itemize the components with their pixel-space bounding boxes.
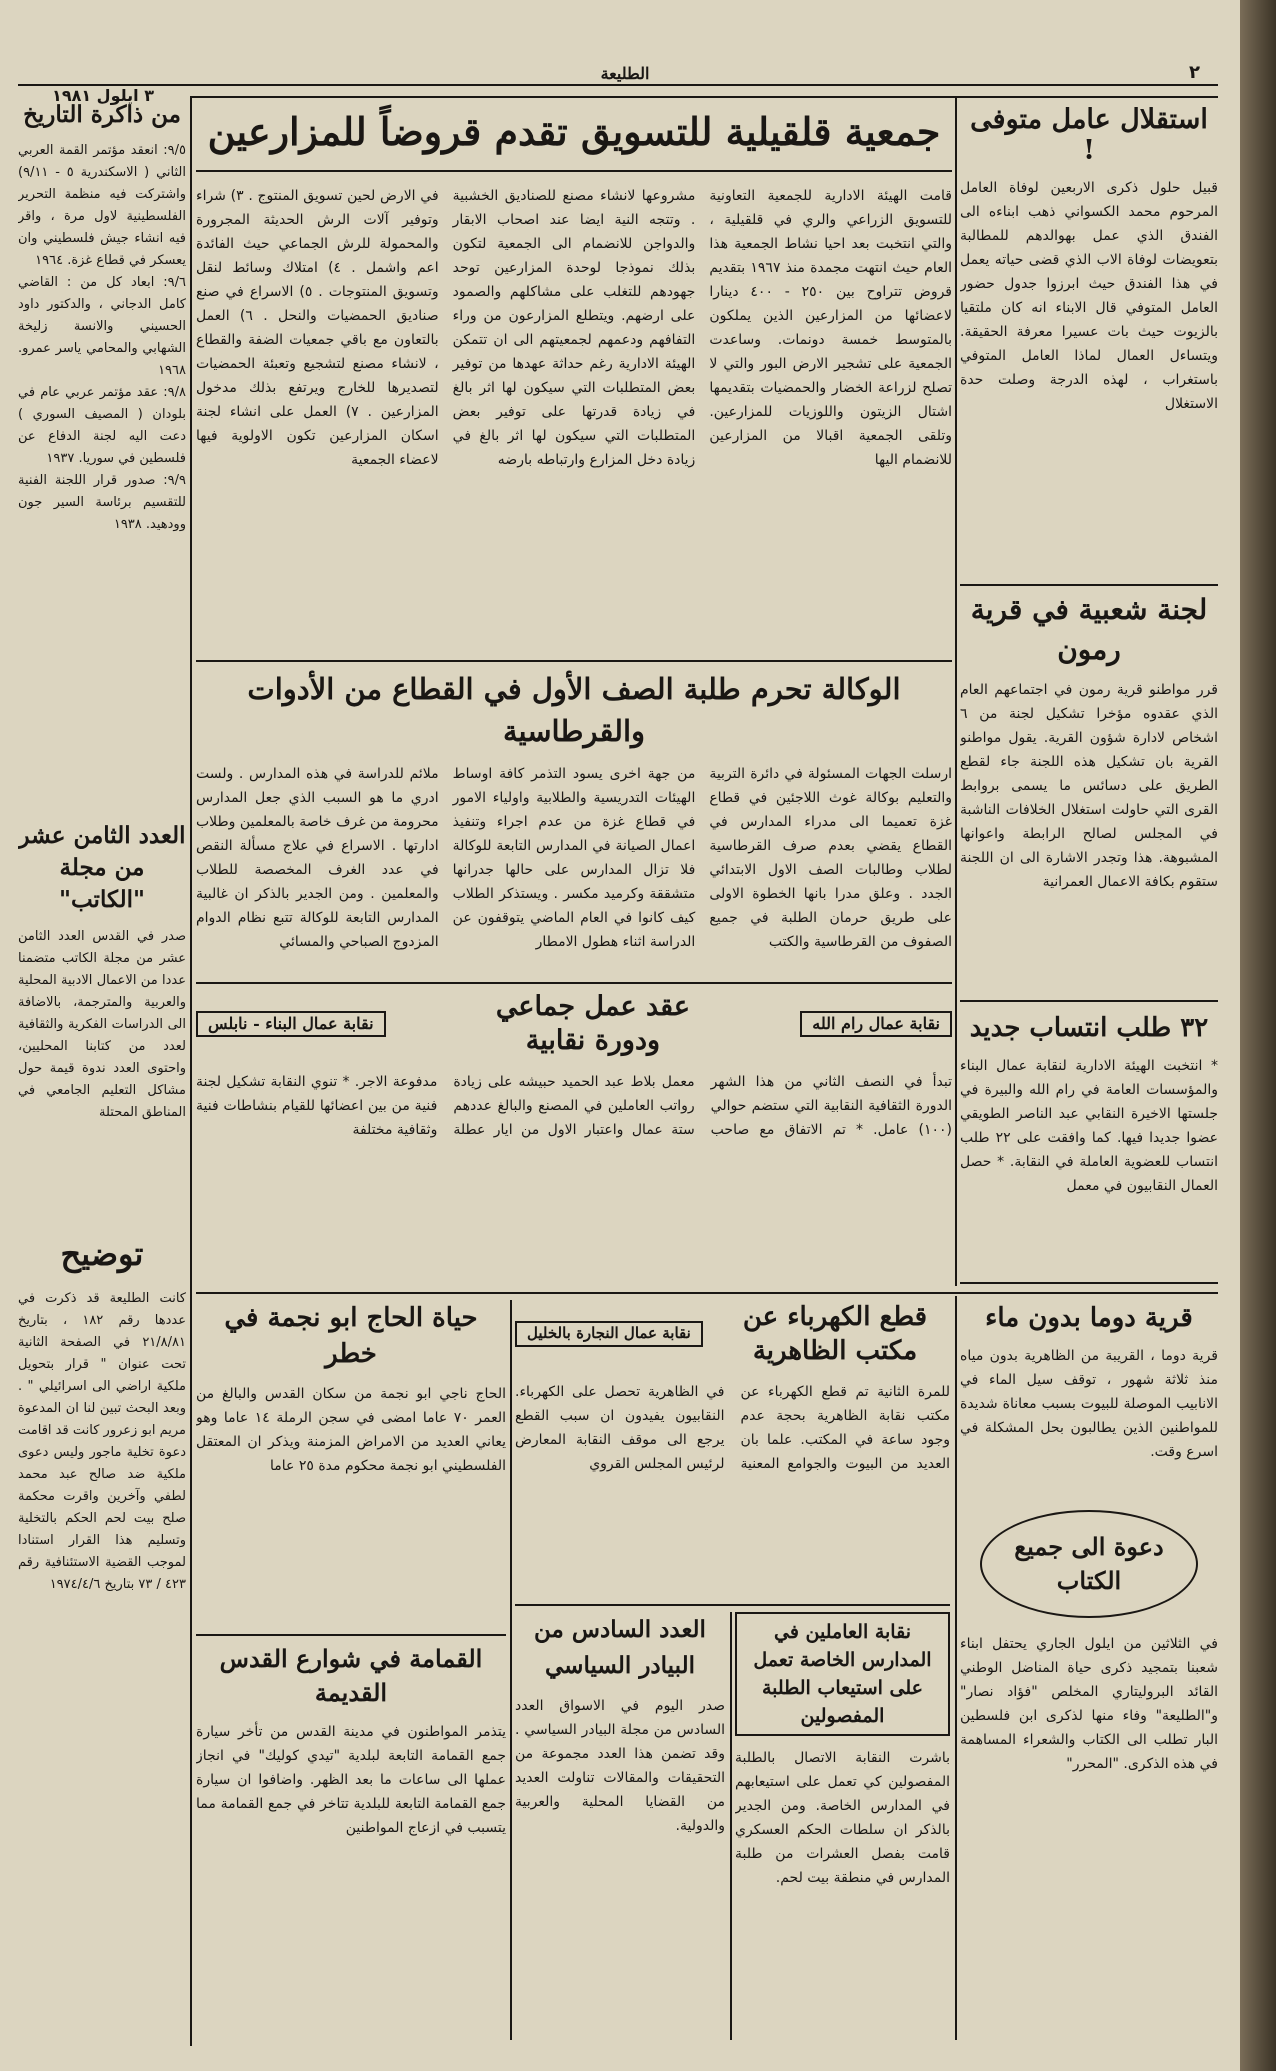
page-number: ٢ <box>1189 62 1200 83</box>
article-rammun-committee-text: قرر مواطنو قرية رمون في اجتماعهم العام الذي عقدوه مؤخرا تشكيل لجنة من ٦ اشخاص لادارة شؤون القرية. يقول مواطنو القرية بان تشكيل هذه اللجنة جاء لقطع الطريق على دسائس ما يسمى بروابط القرى التي حاولت استغلال الخلافات الناشبة في المجلس لصالح الرابطة واعوانها المشبوهة. هذا وتجدر الاشارة الى ان اللجنة ستقوم بكافة الاعمال العمرانية <box>960 682 1218 890</box>
headline-unrwa-stationery: الوكالة تحرم طلبة الصف الأول في القطاع من الأدوات والقرطاسية <box>247 672 901 748</box>
article-albayader-issue-text: صدر اليوم في الاسواق العدد السادس من مجلة البيادر السياسي . وقد تضمن هذا العدد مجموعة من التحقيقات والمقالات تناولت العديد من القضايا المحلية والعربية والدولية. <box>515 1698 725 1834</box>
article-electricity-cut-text: للمرة الثانية تم قطع الكهرباء عن مكتب نقابة الظاهرية بحجة عدم وجود ساعة في المكتب. علما بان العديد من البيوت والجوامع المعنية في الظاهرية تحصل على الكهرباء. النقابيون يفيدون ان سبب القطع يرجع الى موقف النقابة المعارض لرئيس المجلس القروي <box>515 1384 950 1472</box>
headline-worker-exploitation: استقلال عامل متوفى ! <box>970 104 1208 167</box>
headline-membership-requests: ٣٢ طلب انتساب جديد <box>969 1013 1209 1043</box>
divider-c3 <box>196 1292 1218 1294</box>
headline-qalqilya-cooperative: جمعية قلقيلية للتسويق تقدم قروضاً للمزارعين <box>196 104 952 172</box>
headline-alkatib-issue: العدد الثامن عشر من مجلة "الكاتب" <box>18 822 186 913</box>
binding-spine <box>1240 0 1276 2071</box>
headline-jerusalem-garbage: القمامة في شوارع القدس القديمة <box>219 1644 483 1707</box>
article-jerusalem-garbage-text: يتذمر المواطنون في مدينة القدس من تأخر سيارة جمع القمامة التابعة لبلدية "تيدي كوليك" في انجاز عملها الى ساعات ما بعد الظهر. واضافوا ان سيارة جمع القمامة التابعة للبلدية تتاخر في جمع القمامة مما يتسبب في ازعاج المواطنين <box>196 1724 506 1836</box>
tag-ramallah-union: نقابة عمال رام الله <box>800 1011 952 1037</box>
divider-c4 <box>515 1604 950 1606</box>
divider-c2 <box>196 982 952 984</box>
column-rule-right-lower <box>955 1296 957 2040</box>
headline-albayader-issue: العدد السادس من البيادر السياسي <box>534 1616 706 1679</box>
article-qalqilya-col3: في الارض لحين تسويق المنتوج . ٣) شراء وتوفير آلات الرش الحديثة المجرورة والمحمولة للرش الجماعي حيث الفائدة اعم واشمل . ٤) امتلاك وسائط لنقل وتسويق المنتوجات . ٥) الاسراع في صنع صناديق الحمضيات والنحل . ٦) العمل بالتعاون مع باقي جمعيات الضفة والقطاع ، لانشاء مصنع لتشجيع وتعبئة الحمضيات لتصديرها للخارج ويرتفع بذلك مدخول المزارعين . ٧) العمل على انشاء لجنة اسكان المزارعين تكون الاولوية فيها لاعضاء الجمعية <box>196 188 439 468</box>
header-rule <box>18 84 1218 86</box>
divider-c1 <box>196 660 952 662</box>
headline-clarification: توضيح <box>60 1235 144 1273</box>
divider-r1 <box>960 584 1218 586</box>
tag-hebron-carpenters: نقابة عمال النجارة بالخليل <box>515 1321 703 1346</box>
article-clarification-text: كانت الطليعة قد ذكرت في عددها رقم ١٨٢ ، بتاريخ ٢١/٨/٨١ في الصفحة الثانية تحت عنوان " قرار بتحويل ملكية اراضي الى اسرائيلي " . وبعد البحث تبين لنا ان المدعوة مريم ابو زعرور كانت قد اقامت دعوة تخلية ماجور وليس دعوى ملكية ضد صالح عبد محمد لطفي وآخرين واقرت محكمة صلح بيت لحم الحكم بالتخلية وتسليم هذا القرار استنادا لموجب القضية الاستئنافية رقم ٤٢٣ / ٧٣ بتاريخ ١٩٧٤/٤/٦ <box>18 1291 186 1592</box>
article-worker-exploitation-text: قبيل حلول ذكرى الاربعين لوفاة العامل المرحوم محمد الكسواني ذهب ابناءه الى الفندق الذي عمل بهوالدهم للمطالبة بتعويضات لوفاة الاب الذي قضى حياته يعمل في هذا الفندق حيث ابرزوا جدول حضور العامل المتوفي قال الابناء انه كان ملتقيا بالزيوت حيث بات عسيرا معرفة الحقيقة. ويتساءل العمال لماذا العامل المتوفي باستغراب ، لهذه الدرجة وصلت حدة الاستغلال <box>960 180 1218 413</box>
headline-rammun-committee: لجنة شعبية في قرية رمون <box>970 593 1208 666</box>
article-qalqilya-col2: مشروعها لانشاء مصنع للصناديق الخشبية . وتتجه النية ايضا عند اصحاب الابقار والدواجن للانضمام الى الجمعية لتكون بذلك نموذجا لوحدة المزارعين توحد جهودهم للتغلب على مشاكلهم والصمود على ارضهم. ويتطلع المزارعون من وراء التفافهم ودعمهم لجمعيتهم الى ان تتمكن الهيئة الادارية رغم حداثة عهدها من توفير بعض المتطلبات التي سيكون لها اثر بالغ في زيادة قدرتها على توفير بعض المتطلبات التي سيكون لها اثر بالغ في زيادة دخل المزارع وارتباطه بارضه <box>452 188 696 468</box>
article-dura-water-text: قرية دوما ، القريبة من الظاهرية بدون مياه منذ ثلاثة شهور ، توقف سيل الماء في الانابيب الموصلة للبيوت بسبب معاناة شديدة للمواطنين الذين يطالبون بحل المشكلة في اسرع وقت. <box>960 1348 1218 1460</box>
article-private-schools-union-text: باشرت النقابة الاتصال بالطلبة المفصولين كي تعمل على استيعابهم في المدارس الخاصة. ومن الجدير بالذكر ان سلطات الحكم العسكري قامت بفصل العشرات من طلبة المدارس في منطقة بيت لحم. <box>735 1750 950 1886</box>
header-rule-2 <box>190 96 1218 98</box>
column-rule-right <box>955 96 957 1286</box>
headline-electricity-cut: قطع الكهرباء عن مكتب الظاهرية <box>742 1302 928 1366</box>
page-header-title: الطليعة <box>600 64 650 83</box>
article-unrwa-col1: ارسلت الجهات المسئولة في دائرة التربية والتعليم بوكالة غوث اللاجئين في قطاع غزة تعميما الى مدراء المدارس في القطاع يقضي بعدم صرف القرطاسية لطلاب وطالبات الصف الاول الابتدائي الجدد . وعلق مدرا بانها الخطوة الاولى على طريق حرمان الطلبة في جميع الصفوف من القرطاسية والكتب <box>709 766 952 950</box>
article-collective-contract-text: تبدأ في النصف الثاني من هذا الشهر الدورة الثقافية النقابية التي ستضم حوالي (١٠٠) عامل. * تم الاتفاق مع صاحب معمل بلاط عبد الحميد حبيشه على زيادة رواتب العاملين في المصنع والبالغ عددهم ستة عمال واعتبار الاول من ايار عطلة مدفوعة الاجر. * تنوي النقابة تشكيل لجنة فنية من بين اعضائها للقيام بنشاطات فنية وثقافية مختلفة <box>196 1074 952 1138</box>
headline-dura-water: قرية دوما بدون ماء <box>985 1303 1193 1333</box>
article-unrwa-col3: ملائم للدراسة في هذه المدارس . ولست ادري ما هو السبب الذي جعل المدارس محرومة من غرف خاصة بالمعلمين وطلاب ادارتها . الاسراع في علاج مسألة النقص في عدد الغرف المخصصة للطلاب والمعلمين . ومن الجدير بالذكر ان غالبية المدارس التابعة للوكالة تتبع نظام الدوام المزدوج الصباحي والمسائي <box>196 766 439 950</box>
divider-c5 <box>196 1634 506 1636</box>
column-rule-mid-lower <box>510 1300 512 2040</box>
headline-collective-contract: عقد عمل جماعي ودورة نقابية <box>495 991 690 1056</box>
article-unrwa-col2: من جهة اخرى يسود التذمر كافة اوساط الهيئات التدريسية والطلابية واولياء الامور في قطاع غزة من عدم اجراء وتنفيذ اعمال الصيانة في المدارس التابعة للوكالة فلا تزال المدارس على حالها جدرانها متشققة وكرميد مكسر . ويستذكر الطلاب كيف كانوا في العام الماضي يتوقفون عن الدراسة اثناء هطول الامطار <box>452 766 696 950</box>
article-history-memory-text: ٩/٥: انعقد مؤتمر القمة العربي الثاني ( الاسكندرية ٥ - ٩/١١) واشتركت فيه منظمة التحرير الفلسطينية لاول مرة ، واقر فيه انشاء جيش فلسطيني وان يعسكر في قطاع غزة. ١٩٦٤ ٩/٦: ابعاد كل من : القاضي كامل الدجاني ، والدكتور داود الحسيني والانسة زليخة الشهابي والمحامي ياسر عمرو. ١٩٦٨ ٩/٨: عقد مؤتمر عربي عام في بلودان ( المصيف السوري ) دعت اليه لجنة الدفاع عن فلسطين في سوريا. ١٩٣٧ ٩/٩: صدور قرار اللجنة الفنية للتقسيم برئاسة السير جون وودهيد. ١٩٣٨ <box>18 143 186 532</box>
column-rule-schools <box>730 1612 732 2040</box>
article-abu-najma-text: الحاج ناجي ابو نجمة من سكان القدس والبالغ من العمر ٧٠ عاما امضى في سجن الرملة ١٤ عاما وهو يعاني العديد من الامراض المزمنة ويذكر ان المعتقل الفلسطيني ابو نجمة محكوم مدة ٢٥ عاما <box>196 1386 506 1474</box>
headline-writers-invitation: دعوة الى جميع الكتاب <box>980 1510 1198 1618</box>
article-alkatib-issue-text: صدر في القدس العدد الثامن عشر من مجلة الكاتب متضمنا عددا من الاعمال الادبية المحلية والعربية والمترجمة، بالاضافة الى الدراسات الفكرية والثقافية لعدد من كتابنا المحليين، واحتوى العدد ندوة قيمة حول مشاكل التعليم الجامعي في المناطق المحتلة <box>18 929 186 1120</box>
article-writers-invitation-text: في الثلاثين من ايلول الجاري يحتفل ابناء شعبنا بتمجيد ذكرى حياة المناضل الوطني القائد البروليتاري المخلص "فؤاد نصار" و"الطليعة" وفاء منها لذكرى ابن فلسطين البار تطلب الى الكتاب والشعراء المساهمة في هذه الذكرى. "المحرر" <box>960 1636 1218 1772</box>
headline-abu-najma: حياة الحاج ابو نجمة في خطر <box>224 1303 478 1369</box>
headline-history-memory: من ذاكرة التاريخ <box>23 101 181 128</box>
page-date: ٣ ايلول ١٩٨١ <box>52 86 154 105</box>
article-qalqilya-col1: قامت الهيئة الادارية للجمعية التعاونية للتسويق الزراعي والري في قلقيلية ، والتي انتخبت بعد احيا نشاط الجمعية هذا العام حيث انتهت مجمدة منذ ١٩٦٧ بتقديم قروض تتراوح بين ٢٥٠ - ٤٠٠ دينارا لاعضائها من المزارعين الذين يملكون بالمتوسط خمسة دونمات. وساعدت الجمعية على تشجير الارض البور والتي لا تصلح لزراعة الخضار والحمضيات بتقديمها اشتال الزيتون واللوزيات للمزارعين. وتلقى الجمعية اقبالا من المزارعين للانضمام اليها <box>709 188 952 468</box>
divider-r3 <box>960 1282 1218 1284</box>
column-rule-left <box>190 96 192 2046</box>
tag-nablus-union: نقابة عمال البناء - نابلس <box>196 1011 386 1037</box>
headline-private-schools-union: نقابة العاملين في المدارس الخاصة تعمل على استيعاب الطلبة المفصولين <box>735 1612 950 1736</box>
article-membership-requests-text: * انتخبت الهيئة الادارية لنقابة عمال البناء والمؤسسات العامة في رام الله والبيرة في جلستها الاخيرة النقابي عبد الناصر الطويقي عضوا جديدا فيها. كما وافقت على ٢٢ طلب انتساب للعضوية العاملة في النقابة. * حصل العمال النقابيون في معمل <box>960 1058 1218 1194</box>
divider-r2 <box>960 1000 1218 1002</box>
